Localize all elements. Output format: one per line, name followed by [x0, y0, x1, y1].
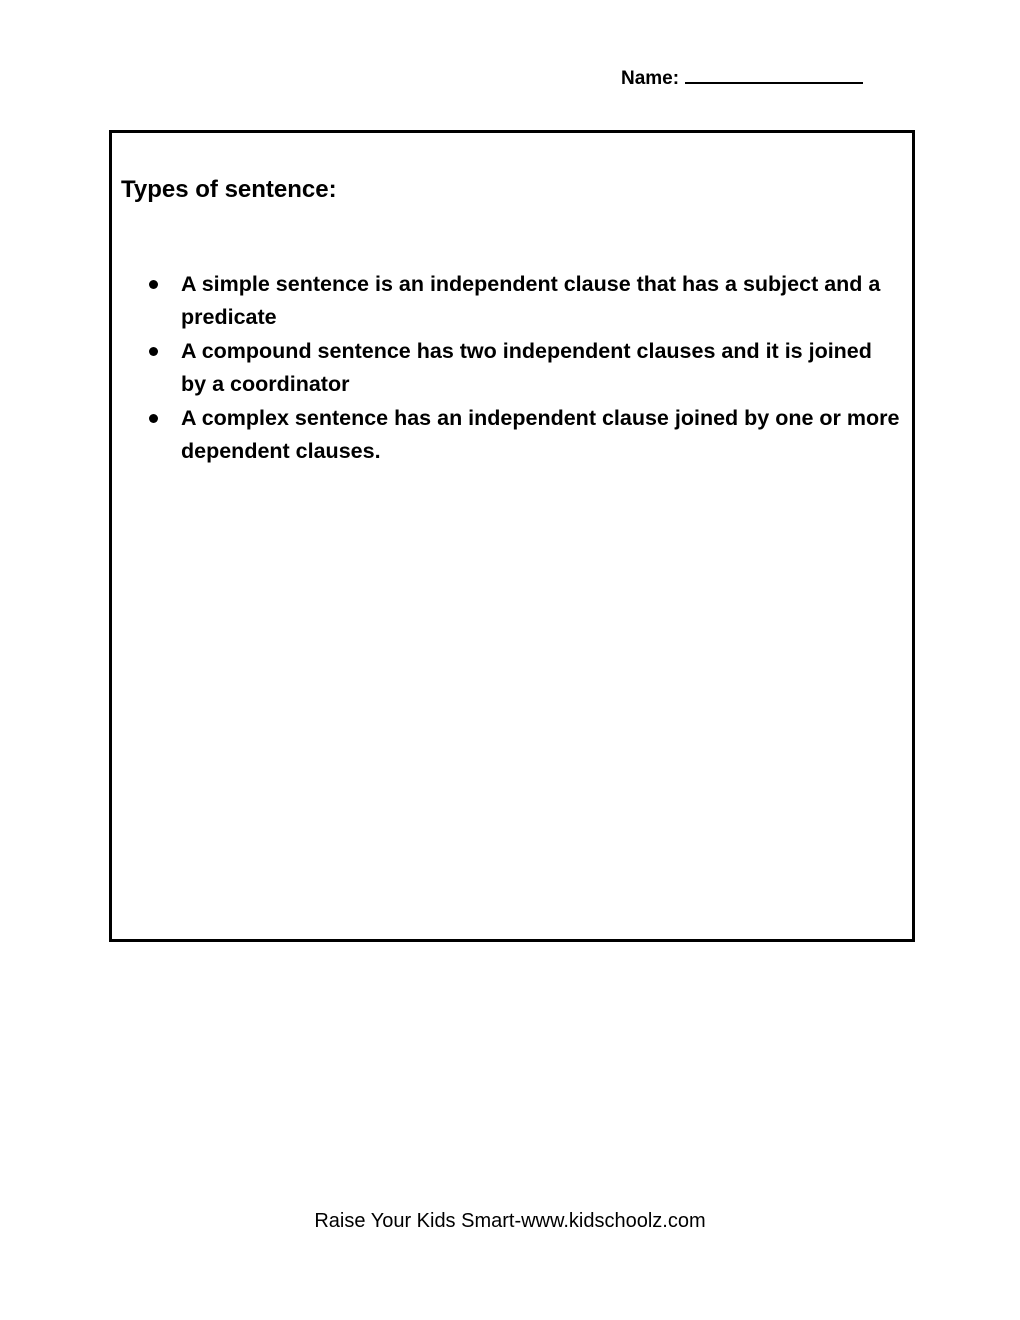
bullet-text: A complex sentence has an independent clause joined by one or more dependent clauses.: [181, 406, 900, 463]
content-box: [109, 130, 915, 942]
bullet-icon: [149, 414, 158, 423]
bullet-icon: [149, 347, 158, 356]
bullet-text: A simple sentence is an independent clause that has a subject and a predicate: [181, 272, 881, 329]
name-field: [621, 62, 863, 90]
bullet-text: A compound sentence has two independent clauses and it is joined by a coordinator: [181, 339, 872, 396]
list-item: [181, 402, 901, 468]
name-blank-line[interactable]: [685, 62, 863, 84]
bullet-list: [181, 268, 901, 469]
footer-text: Raise Your Kids Smart-www.kidschoolz.com: [314, 1210, 706, 1232]
box-title: Types of sentence:: [121, 176, 337, 203]
list-item: [181, 335, 901, 401]
list-item: [181, 268, 901, 334]
bullet-icon: [149, 280, 158, 289]
name-label: Name:: [621, 68, 680, 89]
